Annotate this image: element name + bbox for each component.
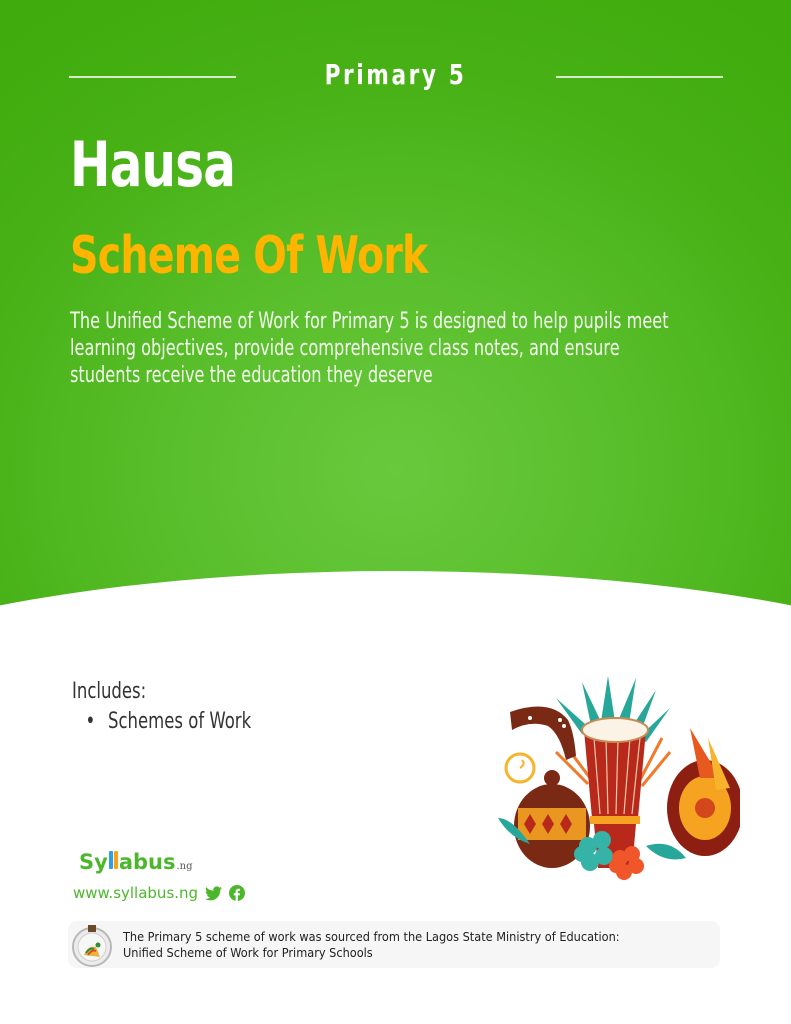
includes-section [72,677,251,736]
description: The Unified Scheme of Work for Primary 5 is designed to help pupils meet learning objectives, provide comprehensive class notes, and ensure students receive the education they deserve [70,309,669,388]
facebook-icon[interactable] [229,885,245,901]
african-culture-illustration-icon [490,668,740,880]
includes-list [72,707,251,736]
source-text: The Primary 5 scheme of work was sourced from the Lagos State Ministry of Education: Unified Scheme of Work for Primary Schools [123,929,620,960]
document-type-title: Scheme Of Work [70,226,428,286]
syllabus-logo[interactable]: Sy abus .ng [79,850,193,874]
subject-title: Hausa [70,128,236,201]
includes-item: • Schemes of Work [72,707,251,736]
website-link[interactable]: www.syllabus.ng [73,884,199,902]
includes-label: Includes: [72,679,147,704]
grade-label: Primary 5 [324,58,467,91]
source-attribution [68,921,720,968]
twitter-icon[interactable] [205,886,222,901]
lagos-state-seal-icon [70,923,114,967]
website-row [73,884,245,902]
logo-pencil-bars-icon [109,851,118,869]
